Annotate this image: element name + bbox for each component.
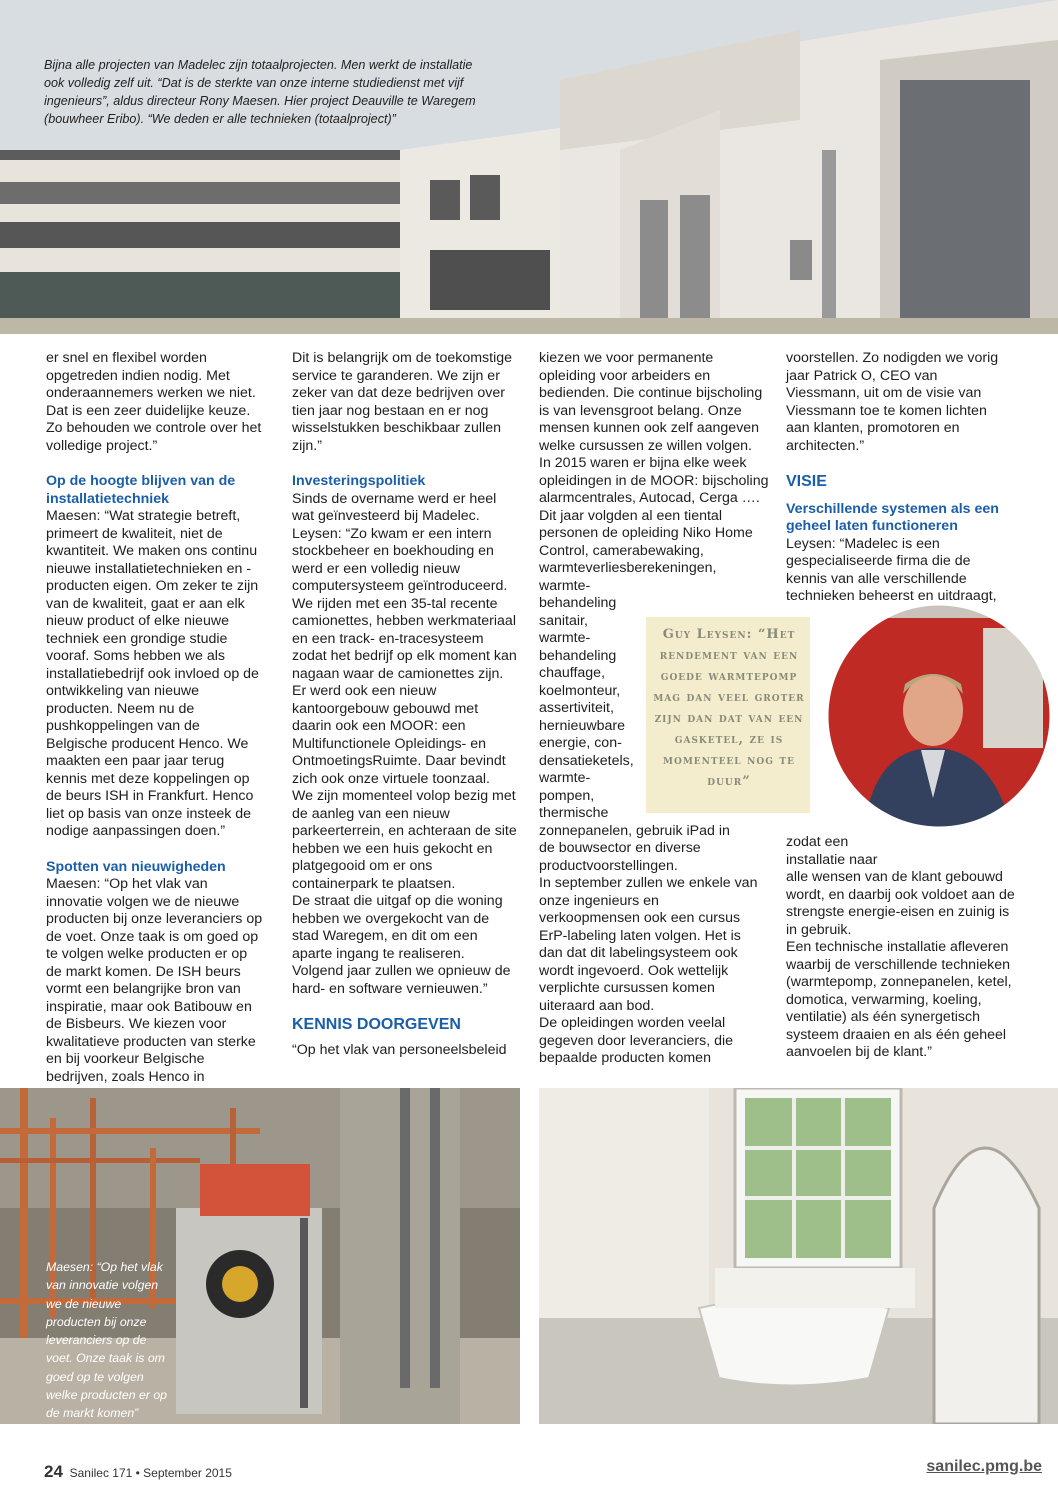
col3-paragraph: Dit jaar volgden al een tiental personen de opleiding Niko Home Control, camerabewaking, warmteverliesberekeningen, bbox=[539, 507, 753, 576]
col1-paragraph: Maesen: “Op het vlak van innovatie volgen we de nieuwe producten bij onze leveranciers op de voet. Onze taak is om goed op te volgen welke producten er op de markt komen. De ISH beurs vormt een belangrijke bron van inspiratie, maar ook Batibouw en de Bisbeurs. We kiezen voor kwalitatieve producten van sterke en bij voorkeur Belgische bedrijven, zoals Henco in bbox=[46, 876, 263, 1085]
col3-narrow-line: hernieuwbare bbox=[539, 717, 625, 734]
website-link[interactable]: sanilec.pmg.be bbox=[926, 1458, 1042, 1475]
col3-narrow-line: sanitair, bbox=[539, 612, 588, 629]
pull-quote-text: Guy Leysen: “Het rendement van een goede warmtepomp mag dan veel groter zijn dan dat van een gasketel, ze is momenteel nog te duur” bbox=[653, 627, 805, 789]
col3-narrow-line: warmte- bbox=[539, 770, 591, 786]
col1-subheading: Op de hoogte blijven van de installatietechniek bbox=[46, 473, 236, 507]
col2-section-heading: KENNIS DOORGEVEN bbox=[292, 1016, 461, 1033]
column-2 bbox=[292, 350, 518, 1059]
col4-paragraph: zodat een installatie naar bbox=[786, 834, 878, 868]
column-4-end bbox=[786, 869, 1016, 1062]
portrait-photo bbox=[803, 598, 1058, 834]
col2-subheading: Investeringspolitiek bbox=[292, 473, 426, 489]
col2-paragraph: “Op het vlak van personeelsbeleid bbox=[292, 1041, 507, 1058]
col3-narrow-line: warmte- bbox=[539, 630, 591, 646]
col3-narrow-line: thermische bbox=[539, 805, 609, 821]
issue-info: Sanilec 171 • September 2015 bbox=[69, 1466, 232, 1480]
top-photo-caption: Bijna alle projecten van Madelec zijn totaalprojecten. Men werkt de installatie ook volledig zelf uit. “Dat is de sterkte van onze interne studiedienst met vijf ingenieurs”, aldus directeur Rony Maesen. Hier project Deauville te Waregem (bouwheer Eribo). “We deden er alle technieken (totaalproject)” bbox=[44, 58, 476, 126]
col4-subheading: Verschillende systemen als een geheel laten functioneren bbox=[786, 500, 999, 534]
col1-subheading: Spotten van nieuwigheden bbox=[46, 858, 226, 875]
col3-paragraph: zonnepanelen, gebruik iPad in de bouwsector en diverse productvoorstellingen. bbox=[539, 822, 730, 874]
col3-paragraph: In september zullen we enkele van onze ingenieurs en verkoopmensen ook een cursus ErP-labeling laten volgen. Het is dan dat dit labelingsysteem ook wordt ingevoerd. Ook wettelijk verplichte cursussen komen uiteraard aan bod. bbox=[539, 875, 758, 1014]
col4-paragraph: Leysen: “Madelec is een gespecialiseerde firma die de kennis van alle verschillende technieken beheerst en uitdraagt, bbox=[786, 535, 997, 604]
col3-paragraph: In 2015 waren er bijna elke week opleidingen in de MOOR: bijscholing alarmcentrales, Autocad, Cerga …. bbox=[539, 455, 769, 506]
col2-paragraph: Sinds de overname werd er heel wat geïnvesteerd bij Madelec. Leysen: “Zo kwam er een intern stockbeheer en boekhouding en werd er een volledig nieuw computersysteem geïntroduceerd. We rijden met een 35-tal recente camionettes, hebben werkmateriaal en een track- en-tracesysteem zodat het bedrijf op elk moment kan nagaan waar de camionettes zijn. Er werd ook een nieuw kantoorgebouw gebouwd met daarin ook een MOOR: een Multifunctionele Opleidings- en OntmoetingsRuimte. Daar bevindt zich ook onze virtuele toonzaal. bbox=[292, 490, 517, 787]
col4-section-heading: VISIE bbox=[786, 473, 827, 490]
col3-paragraph: kiezen we voor permanente opleiding voor arbeiders en bedienden. Die continue bijscholing is van levensgroot belang. Onze mensen kunnen ook zelf aangeven welke cursussen ze willen volgen. bbox=[539, 350, 763, 454]
col3-narrow-line: energie, con- bbox=[539, 735, 622, 751]
col4-paragraph: alle wensen van de klant gebouwd wordt, en daarbij ook voldoet aan de strengste energie-eisen en zuinig is in gebruik. bbox=[786, 869, 1015, 938]
col1-paragraph: Maesen: “Wat strategie betreft, primeert de kwaliteit, niet de kwantiteit. We maken ons continu nieuwe installatietechnieken en -producten eigen. Om zeker te zijn van de kwaliteit, gaat er aan elk nieuw product of elke nieuwe techniek een grondige studie vooraf. Soms hebben we als installatiebedrijf ook invloed op de ontwikkeling van nieuwe producten. Neem nu de pushkoppelingen van de Belgische producent Henco. We maakten een paar jaar terug kennis met deze koppelingen op de beurs ISH in Frankfurt. Henco liet op basis van onze insteek de nodige aanpassingen doen.” bbox=[46, 508, 259, 839]
col3-narrow-line: densatieketels, bbox=[539, 752, 634, 769]
col2-paragraph: We zijn momenteel volop bezig met de aanleg van een nieuw parkeerterrein, en achteraan de site hebben we een huis gekocht en platgegooid om er ons containerpark te plaatsen. bbox=[292, 788, 517, 892]
col3-narrow-line: pompen, bbox=[539, 787, 595, 804]
col3-narrow-list bbox=[539, 578, 639, 823]
col3-narrow-line: behandeling bbox=[539, 647, 617, 664]
column-4 bbox=[786, 350, 1012, 606]
page-number: 24 bbox=[44, 1462, 63, 1481]
col3-narrow-line: behandeling bbox=[539, 595, 617, 611]
col4-paragraph: voorstellen. Zo nodigden we vorig jaar Patrick O, CEO van Viessmann, uit om de visie van Viessmann toe te komen lichten aan klanten, promotoren en architecten.” bbox=[786, 350, 999, 454]
bathroom-photo bbox=[539, 1088, 1058, 1424]
column-4-continued bbox=[786, 834, 886, 869]
col3-narrow-line: warmte- bbox=[539, 577, 591, 594]
col1-paragraph: er snel en flexibel worden opgetreden indien nodig. Met onderaannemers werken we niet. Dat is een zeer duidelijke keuze. Zo behouden we controle over het volledige project.” bbox=[46, 350, 262, 454]
footer-page-info bbox=[44, 1462, 232, 1482]
col4-paragraph: Een technische installatie afleveren waarbij de verschillende technieken (warmtepomp, zonnepanelen, ketel, domotica, verwarming, koeling, ventilatie) als één synergetisch systeem draaien en als één geheel aanvoelen bij de klant.” bbox=[786, 939, 1012, 1060]
top-building-photo bbox=[0, 0, 1058, 334]
col2-paragraph: De straat die uitgaf op die woning hebben we overgekocht van de stad Waregem, en dit om een aparte ingang te realiseren. Volgend jaar zullen we opnieuw de hard- en software vernieuwen.” bbox=[292, 893, 511, 997]
col3-paragraph: De opleidingen worden veelal gegeven door leveranciers, die bepaalde producten komen bbox=[539, 1015, 734, 1066]
col3-narrow-line: chauffage, bbox=[539, 665, 606, 681]
column-1 bbox=[46, 350, 264, 1104]
col3-narrow-line: assertiviteit, bbox=[539, 700, 614, 716]
col2-paragraph: Dit is belangrijk om de toekomstige service te garanderen. We zijn er zeker van dat deze bedrijven over tien jaar nog bestaan en er nog wisselstukken beschikbaar zullen zijn.” bbox=[292, 350, 513, 454]
col3-narrow-line: koelmonteur, bbox=[539, 682, 621, 699]
boiler-photo-caption: Maesen: “Op het vlak van innovatie volgen we de nieuwe producten bij onze leveranciers op de voet. Onze taak is om goed op te volgen welke producten er op de markt komen” bbox=[46, 1260, 167, 1421]
